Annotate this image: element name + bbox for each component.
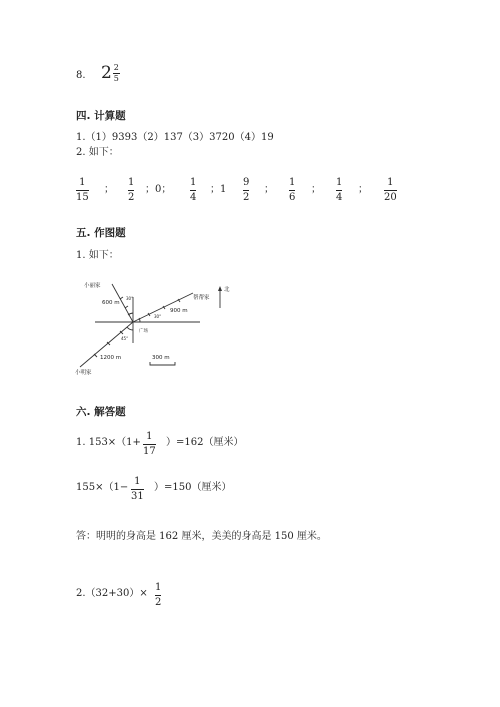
- fraction-bar: [155, 595, 161, 596]
- fraction-denominator: 4: [190, 192, 197, 203]
- separator: ；: [104, 184, 114, 195]
- fraction-denominator: 4: [336, 192, 343, 203]
- fraction-5: [289, 178, 295, 203]
- fraction-6: [336, 178, 342, 203]
- mixed-whole: 2: [101, 63, 112, 83]
- fraction-1: [76, 178, 89, 203]
- fraction-numerator: 1: [128, 177, 135, 188]
- fraction-bar: [190, 190, 196, 191]
- angle-30-north: 30°: [126, 296, 134, 301]
- angle-45: 45°: [121, 336, 129, 341]
- section-4-line-1: 1.（1）9393（2）137（3）3720（4）19: [76, 132, 274, 143]
- fraction-denominator: 20: [384, 192, 397, 203]
- fraction-7: [384, 178, 397, 203]
- fraction-numerator: 2: [113, 62, 119, 72]
- mixed-fraction: [113, 64, 120, 83]
- distance-900: 900 m: [170, 308, 188, 314]
- fraction-numerator: 1: [79, 177, 86, 188]
- separator: ；: [264, 184, 274, 195]
- section-5-title: 五. 作图题: [76, 227, 126, 239]
- fraction-numerator: 1: [155, 582, 162, 593]
- fraction-bar: [289, 190, 295, 191]
- section-6-title: 六. 解答题: [76, 406, 126, 418]
- fraction-denominator: 2: [243, 192, 250, 203]
- fraction-numerator: 1: [134, 476, 141, 487]
- q2-prefix: 2.（32+30）×: [76, 588, 148, 599]
- fraction-numerator: 1: [336, 177, 343, 188]
- square-label: 广场: [139, 329, 148, 334]
- section-4-title: 四. 计算题: [76, 110, 126, 122]
- mixed-number-answer: [101, 63, 120, 83]
- bangbang-label: 帮帮家: [193, 295, 210, 301]
- section-5-line-1: 1. 如下：: [76, 250, 119, 261]
- scale-label: 300 m: [152, 355, 170, 361]
- xiaoming-label: 小明家: [75, 370, 92, 376]
- fraction-bar: [143, 444, 156, 445]
- fraction-numerator: 9: [243, 177, 250, 188]
- xiaoli-label: 小丽家: [84, 283, 101, 289]
- separator-zero: ；0；: [145, 184, 172, 195]
- fraction-bar: [384, 190, 397, 191]
- fraction-numerator: 1: [289, 177, 296, 188]
- answer-sentence: 答：明明的身高是 162 厘米，美美的身高是 150 厘米。: [76, 531, 327, 542]
- fraction-denominator: 15: [76, 192, 89, 203]
- angle-30-east: 30°: [154, 314, 162, 319]
- fraction-bar: [243, 190, 249, 191]
- location-map-diagram: [70, 275, 245, 385]
- scale-bar: [150, 362, 175, 365]
- question-8-label: 8.: [76, 70, 86, 81]
- fraction-denominator: 2: [128, 192, 135, 203]
- fraction-denominator: 6: [289, 192, 296, 203]
- fraction-3: [190, 178, 196, 203]
- north-arrow-icon: [218, 286, 222, 291]
- q1b-suffix: ）=150（厘米）: [154, 482, 232, 493]
- fraction-bar: [336, 190, 342, 191]
- fraction-bar: [131, 489, 144, 490]
- q1-fraction: [143, 432, 156, 457]
- fraction-numerator: 1: [146, 431, 153, 442]
- separator: ；: [358, 184, 368, 195]
- distance-600: 600 m: [102, 300, 120, 306]
- separator: ；: [311, 184, 321, 195]
- q1-prefix: 1. 153×（1+: [76, 437, 141, 448]
- fraction-2: [128, 178, 134, 203]
- fraction-bar: [128, 190, 134, 191]
- distance-1200: 1200 m: [100, 355, 122, 361]
- fraction-denominator: 31: [131, 491, 144, 502]
- fraction-numerator: 1: [387, 177, 394, 188]
- q1b-prefix: 155×（1−: [76, 482, 129, 493]
- q2-fraction: [155, 583, 161, 608]
- section-4-line-2: 2. 如下：: [76, 147, 119, 158]
- fraction-numerator: 1: [190, 177, 197, 188]
- q1-suffix: ）=162（厘米）: [166, 437, 244, 448]
- fraction-bar: [76, 190, 89, 191]
- north-label: 北: [224, 287, 230, 293]
- q1b-fraction: [131, 477, 144, 502]
- fraction-denominator: 17: [143, 446, 156, 457]
- separator-one: ；1: [210, 184, 227, 195]
- fraction-4: [243, 178, 249, 203]
- fraction-denominator: 5: [113, 73, 119, 83]
- fraction-denominator: 2: [155, 597, 162, 608]
